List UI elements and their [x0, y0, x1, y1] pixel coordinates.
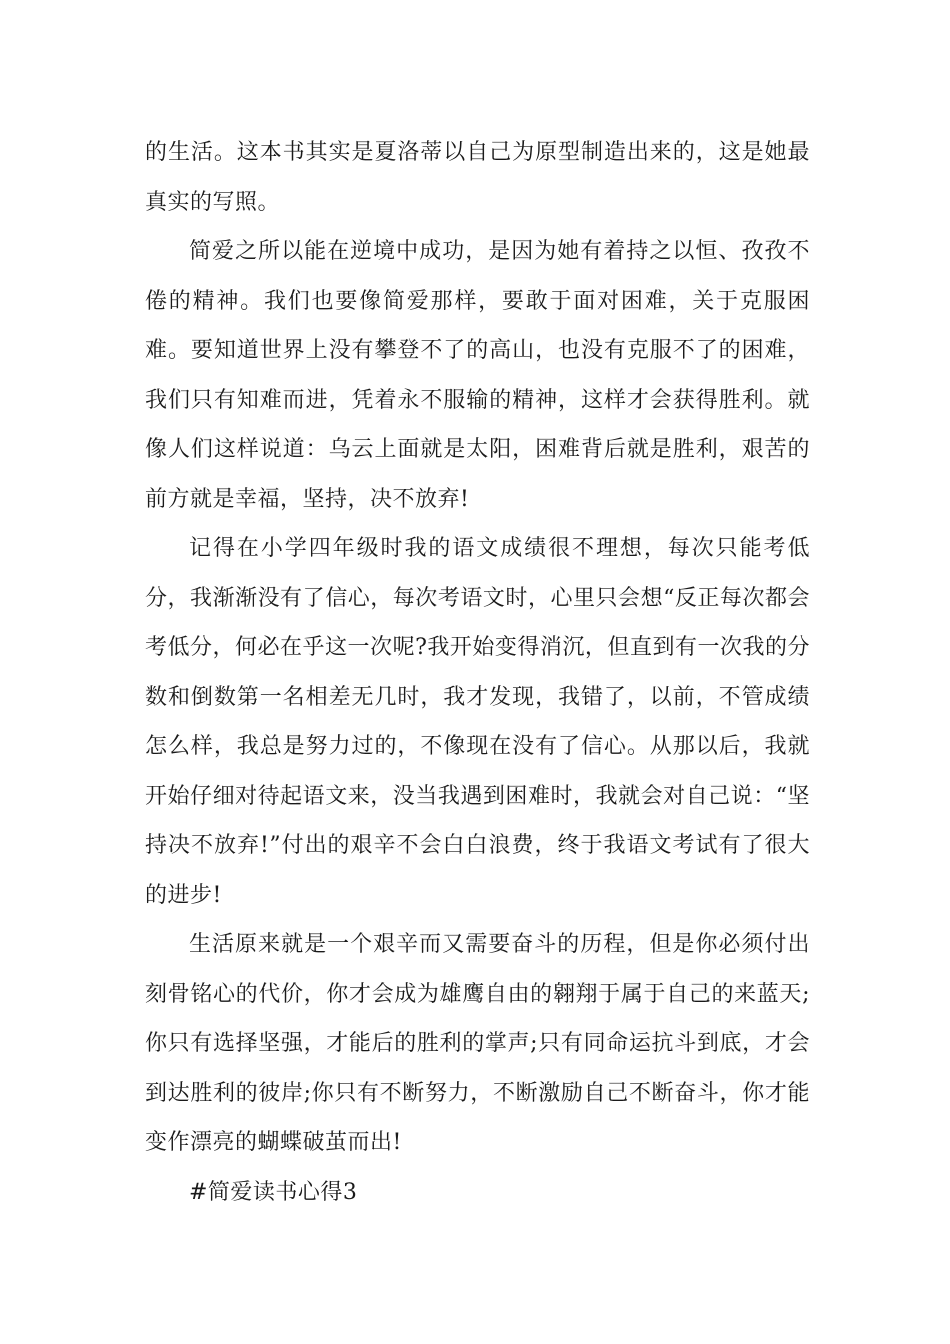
paragraph-continuation: 的生活。这本书其实是夏洛蒂以自己为原型制造出来的，这是她最真实的写照。 [145, 140, 810, 215]
paragraph-perseverance: 简爱之所以能在逆境中成功，是因为她有着持之以恒、孜孜不倦的精神。我们也要像简爱那样，要敢于面对困难，关于克服困难。要知道世界上没有攀登不了的高山，也没有克服不了的困难，我们只有知难而进，凭着永不服输的精神，这样才会获得胜利。就像人们这样说道：乌云上面就是太阳，困难背后就是胜利，艰苦的前方就是幸福，坚持，决不放弃! [145, 239, 810, 512]
section-heading: #简爱读书心得3 [189, 1179, 358, 1205]
document-body [145, 128, 810, 1217]
paragraph-personal-story: 记得在小学四年级时我的语文成绩很不理想，每次只能考低分，我渐渐没有了信心，每次考语文时，心里只会想“反正每次都会考低分，何必在乎这一次呢?我开始变得消沉，但直到有一次我的分数和倒数第一名相差无几时，我才发现，我错了，以前，不管成绩怎么样，我总是努力过的，不像现在没有了信心。从那以后，我就开始仔细对待起语文来，没当我遇到困难时，我就会对自己说：“坚持决不放弃!”付出的艰辛不会白白浪费，终于我语文考试有了很大的进步! [145, 536, 810, 908]
paragraph-life-reflection: 生活原来就是一个艰辛而又需要奋斗的历程，但是你必须付出刻骨铭心的代价，你才会成为雄鹰自由的翱翔于属于自己的来蓝天;你只有选择坚强，才能后的胜利的掌声;只有同命运抗斗到底，才会到达胜利的彼岸;你只有不断努力，不断激励自己不断奋斗，你才能变作漂亮的蝴蝶破茧而出! [145, 932, 810, 1155]
